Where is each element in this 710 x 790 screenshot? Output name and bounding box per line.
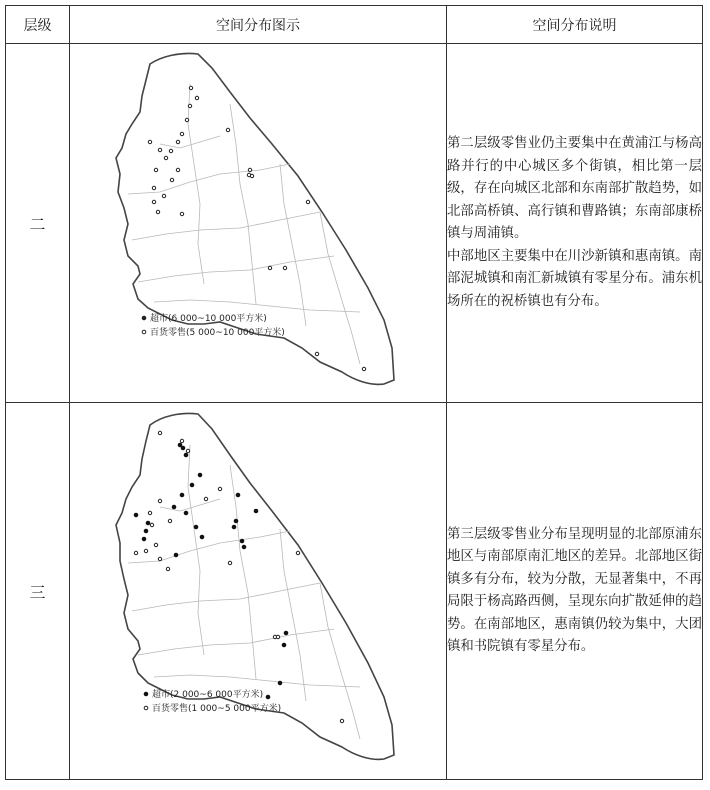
department-marker	[162, 194, 165, 197]
supermarket-marker	[242, 545, 246, 549]
department-marker	[150, 523, 153, 526]
description-cell	[447, 403, 703, 780]
department-marker	[283, 266, 286, 269]
supermarket-marker	[172, 505, 176, 509]
department-marker	[154, 168, 157, 171]
legend-supermarket: 超市(2 000~6 000平方米)	[152, 690, 264, 700]
supermarket-marker	[180, 493, 184, 497]
supermarket-marker	[254, 509, 258, 513]
supermarket-marker	[194, 525, 198, 529]
supermarket-symbol	[144, 692, 148, 696]
supermarket-marker	[234, 519, 238, 523]
supermarket-symbol	[142, 316, 146, 320]
supermarket-marker	[284, 631, 288, 635]
description-paragraph: 中部地区主要集中在川沙新镇和惠南镇。南部泥城镇和南汇新城镇有零星分布。浦东机场所在的祝桥镇也有分布。	[447, 248, 702, 309]
supermarket-marker	[190, 483, 194, 487]
header-level: 层级	[6, 6, 70, 44]
department-marker	[156, 210, 159, 213]
department-marker	[148, 140, 151, 143]
legend-department: 百货零售(1 000~5 000平方米)	[152, 704, 282, 714]
supermarket-marker	[146, 521, 150, 525]
level-cell: 二	[6, 44, 70, 403]
department-marker	[185, 118, 188, 121]
department-marker	[218, 487, 221, 490]
department-marker	[195, 96, 198, 99]
department-marker	[340, 719, 343, 722]
supermarket-marker	[232, 525, 236, 529]
department-marker	[268, 266, 271, 269]
department-marker	[204, 497, 207, 500]
description-paragraph: 第二层级零售业仍主要集中在黄浦江与杨高路并行的中心城区多个街镇，相比第一层级，存在向城区北部和东南部扩散趋势，如北部高桥镇、高行镇和曹路镇；东南部康桥镇与周浦镇。	[447, 136, 702, 241]
supermarket-marker	[144, 529, 148, 533]
legend-supermarket: 超市(6 000~10 000平方米)	[150, 314, 267, 324]
department-marker	[154, 543, 157, 546]
department-marker	[144, 549, 147, 552]
header-map: 空间分布图示	[70, 6, 447, 44]
department-marker	[186, 449, 189, 452]
department-marker	[158, 431, 161, 434]
department-marker	[306, 200, 309, 203]
department-marker	[276, 635, 279, 638]
department-marker	[148, 511, 151, 514]
department-marker	[169, 149, 172, 152]
department-marker	[152, 186, 155, 189]
supermarket-marker	[266, 695, 270, 699]
department-marker	[247, 173, 250, 176]
department-marker	[180, 212, 183, 215]
department-marker	[158, 499, 161, 502]
supermarket-marker	[236, 493, 240, 497]
supermarket-marker	[181, 446, 185, 450]
supermarket-marker	[184, 511, 188, 515]
legend-department: 百货零售(5 000~10 000平方米)	[150, 328, 285, 338]
supermarket-marker	[240, 539, 244, 543]
description-cell	[447, 44, 703, 403]
header-row	[6, 6, 703, 44]
department-marker	[228, 561, 231, 564]
department-marker	[362, 367, 365, 370]
department-marker	[189, 86, 192, 89]
department-marker	[164, 156, 167, 159]
distribution-map	[70, 44, 447, 402]
supermarket-marker	[198, 473, 202, 477]
distribution-table	[5, 5, 703, 780]
department-marker	[158, 148, 161, 151]
supermarket-marker	[142, 537, 146, 541]
department-marker	[168, 519, 171, 522]
supermarket-marker	[184, 453, 188, 457]
supermarket-marker	[200, 535, 204, 539]
level-cell: 三	[6, 403, 70, 780]
distribution-map	[70, 403, 447, 779]
department-marker	[166, 567, 169, 570]
table-row	[6, 44, 703, 403]
department-marker	[134, 551, 137, 554]
department-marker	[248, 168, 251, 171]
department-marker	[296, 551, 299, 554]
department-marker	[188, 104, 191, 107]
description-paragraph: 第三层级零售业分布呈现明显的北部原浦东地区与南部原南汇地区的差异。北部地区街镇多有分布，较为分散，无显著集中，不再局限于杨高路西侧，呈现东向扩散延伸的趋势。在南部地区，惠南镇仍较为集中，大团镇和书院镇有零星分布。	[447, 526, 702, 654]
department-symbol	[144, 706, 148, 710]
department-symbol	[142, 330, 146, 334]
department-marker	[226, 128, 229, 131]
supermarket-marker	[178, 443, 182, 447]
table-row	[6, 403, 703, 780]
department-marker	[152, 200, 155, 203]
header-desc: 空间分布说明	[447, 6, 703, 44]
department-marker	[176, 140, 179, 143]
map-cell	[70, 44, 447, 403]
department-marker	[158, 557, 161, 560]
map-cell	[70, 403, 447, 780]
department-marker	[170, 178, 173, 181]
department-marker	[180, 132, 183, 135]
department-marker	[315, 352, 318, 355]
department-marker	[176, 168, 179, 171]
supermarket-marker	[282, 643, 286, 647]
supermarket-marker	[134, 513, 138, 517]
supermarket-marker	[174, 553, 178, 557]
supermarket-marker	[278, 681, 282, 685]
department-marker	[180, 439, 183, 442]
